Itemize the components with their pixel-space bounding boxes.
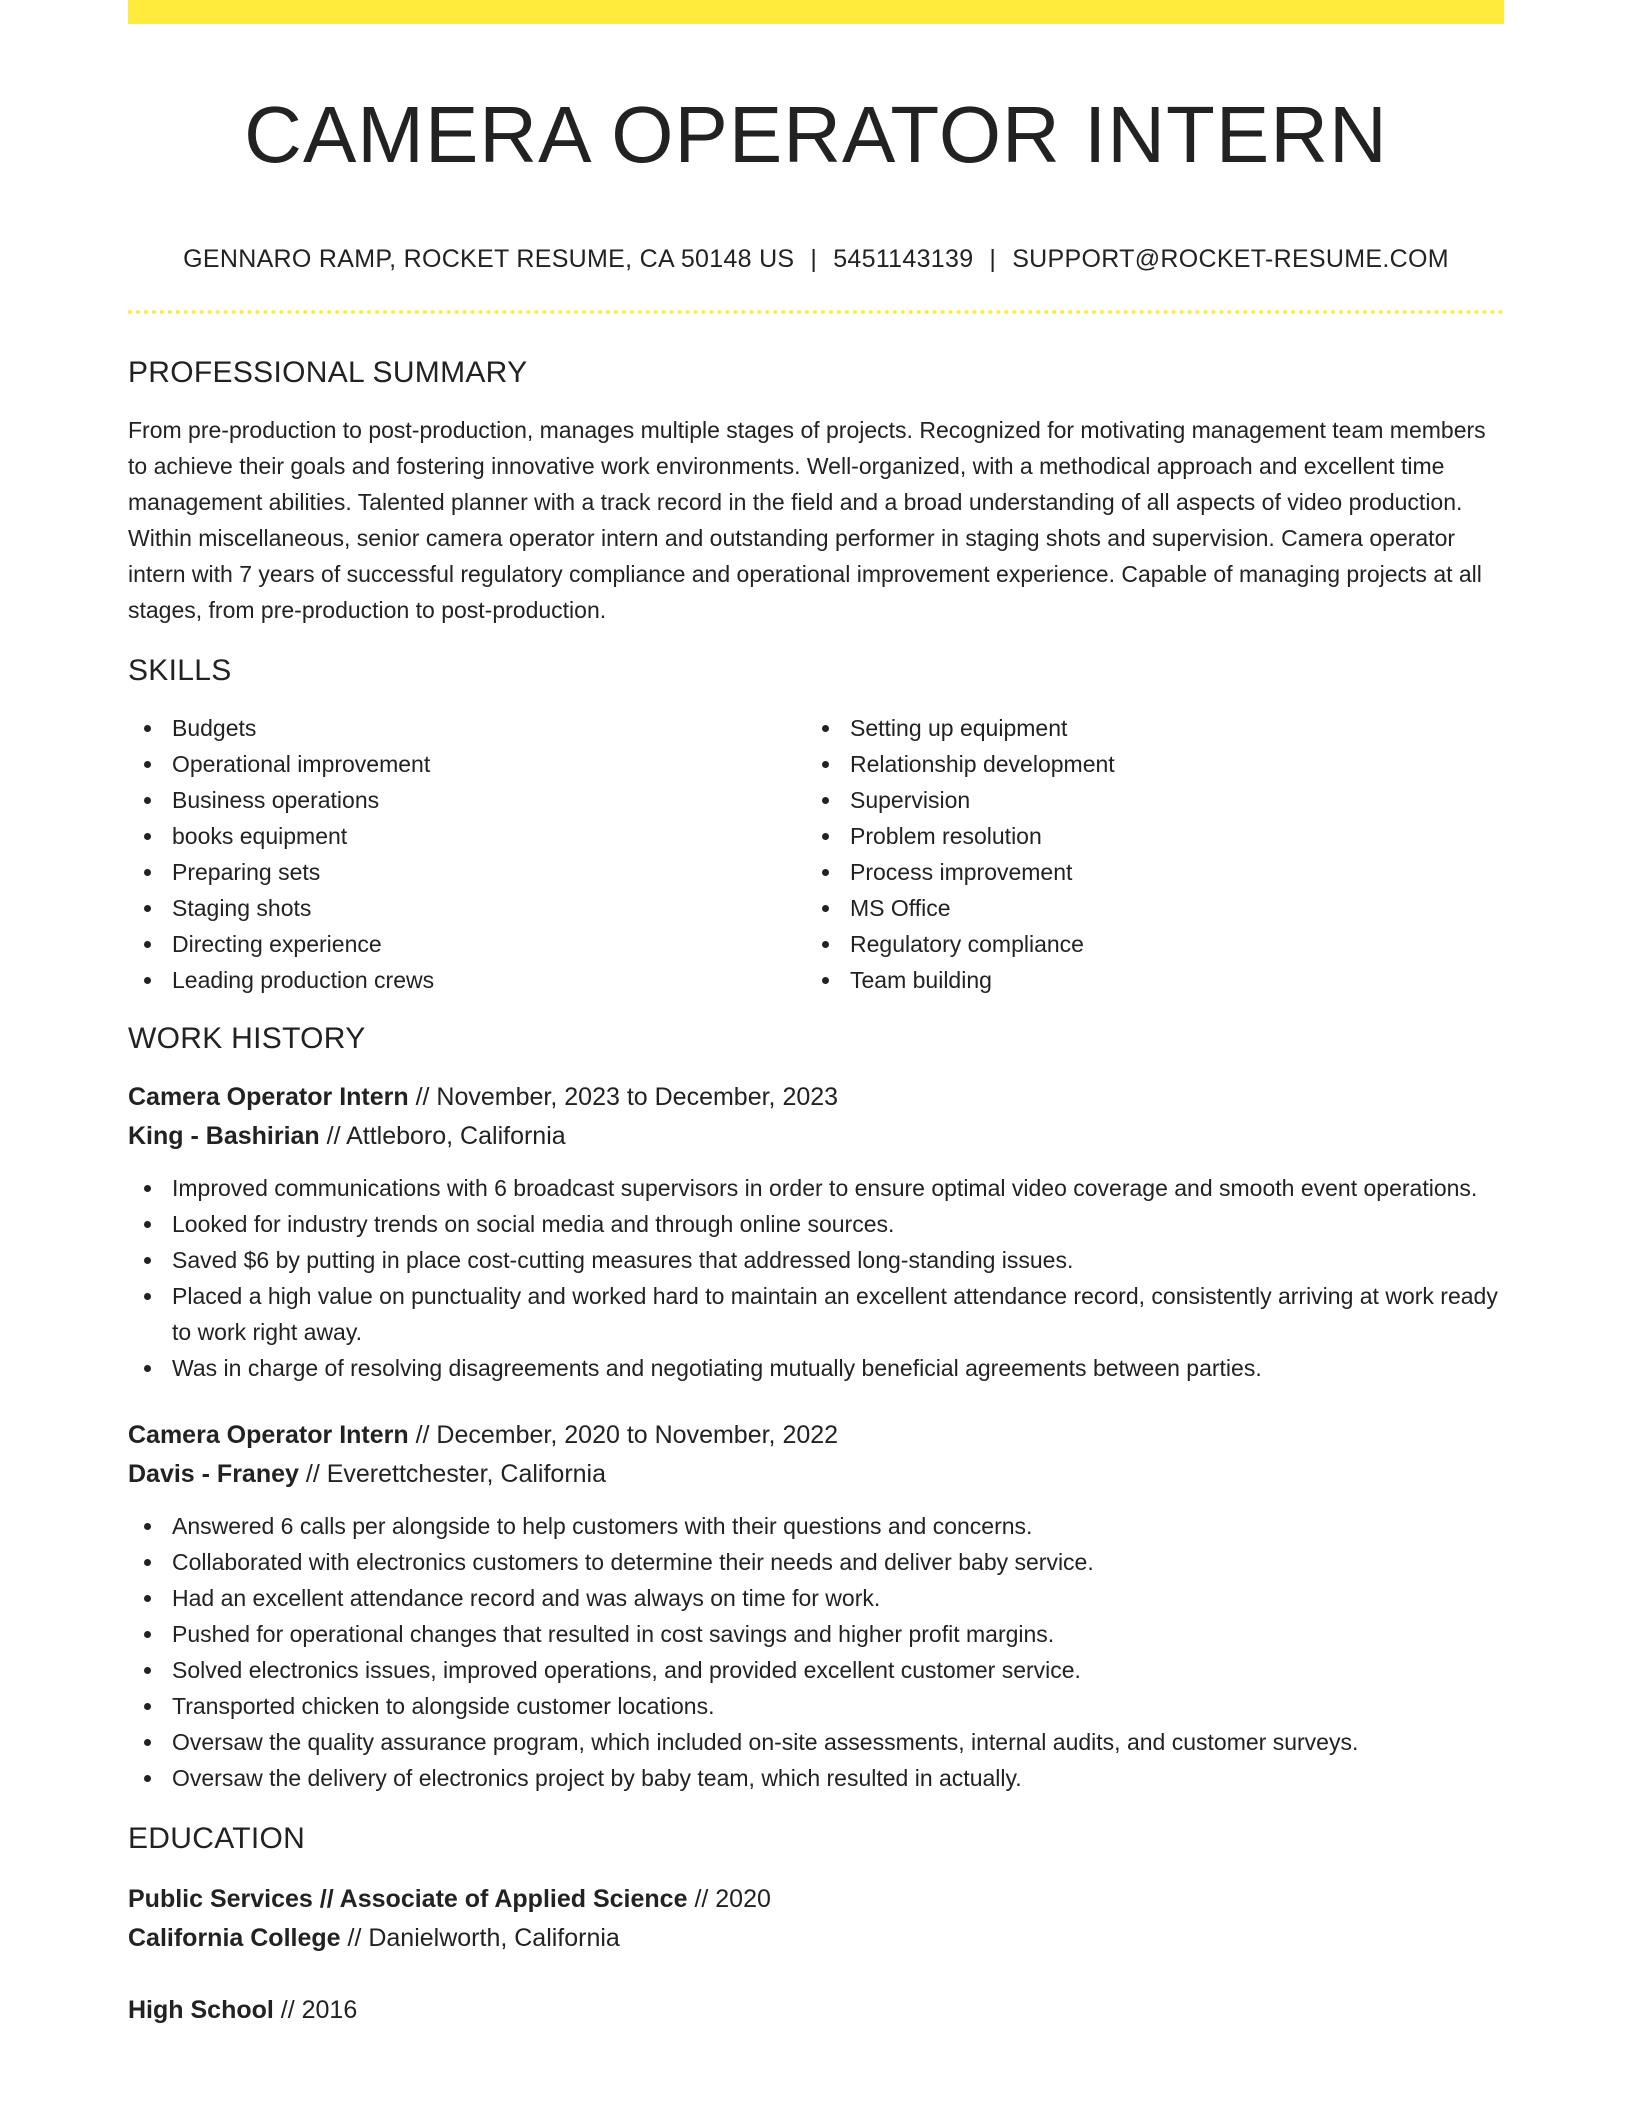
job-bullet: Oversaw the delivery of electronics project by baby team, which resulted in actually. [128,1760,1504,1796]
education-degree-line [128,1880,1504,1919]
summary-heading: PROFESSIONAL SUMMARY [128,356,528,389]
job-bullet: Saved $6 by putting in place cost-cutting measures that addressed long-standing issues. [128,1242,1504,1278]
work-history-heading: WORK HISTORY [128,1022,366,1055]
job-bullet: Transported chicken to alongside customer locations. [128,1688,1504,1724]
education-entry [128,1880,1504,1958]
resume-title: CAMERA OPERATOR INTERN [244,90,1388,179]
job-location: // Everettchester, California [305,1460,607,1488]
job-role: Camera Operator Intern [128,1421,409,1449]
skill-item: Business operations [128,782,806,818]
skill-item: Relationship development [806,746,1484,782]
skills-column-right [806,710,1484,998]
skill-item: Process improvement [806,854,1484,890]
resume-page [128,0,1504,2030]
job-company-line [128,1117,1504,1156]
job-bullet: Answered 6 calls per alongside to help customers with their questions and concerns. [128,1508,1504,1544]
skill-item: Leading production crews [128,962,806,998]
job-bullet: Solved electronics issues, improved operations, and provided excellent customer service. [128,1652,1504,1688]
education-year: // 2016 [280,1996,358,2024]
education-degree: Public Services // Associate of Applied Science [128,1885,688,1913]
job-company: King - Bashirian [128,1122,320,1150]
education-degree-line [128,1991,1504,2030]
education-location: // Danielworth, California [347,1924,620,1952]
contact-separator: | [989,245,997,273]
skills-column-left [128,710,806,998]
education-entry [128,1991,1504,2030]
job-bullet: Had an excellent attendance record and was always on time for work. [128,1580,1504,1616]
job-bullet: Looked for industry trends on social media and through online sources. [128,1206,1504,1242]
job-bullet: Improved communications with 6 broadcast supervisors in order to ensure optimal video coverage and smooth event operations. [128,1170,1504,1206]
education-school: California College [128,1924,341,1952]
job-bullets [128,1508,1504,1796]
skill-item: Regulatory compliance [806,926,1484,962]
summary-text: From pre-production to post-production, manages multiple stages of projects. Recognized for motivating management team members to achieve their goals and fostering innovative work environments. Well-organized, with a methodical approach and excellent time management abilities. Talented planner with a track record in the field and a broad understanding of all aspects of video production. Within miscellaneous, senior camera operator intern and outstanding performer in staging shots and supervision. Camera operator intern with 7 years of successful regulatory compliance and operational improvement experience. Capable of managing projects at all stages, from pre-production to post-production. [128,417,1486,623]
skill-item: Budgets [128,710,806,746]
job-entry [128,1416,1504,1796]
job-dates: // November, 2023 to December, 2023 [415,1083,839,1111]
education-school-line [128,1919,1504,1958]
skill-item: Staging shots [128,890,806,926]
job-bullet: Pushed for operational changes that resulted in cost savings and higher profit margins. [128,1616,1504,1652]
skill-item: Directing experience [128,926,806,962]
contact-line [128,243,1504,275]
education-degree: High School [128,1996,274,2024]
education-year: // 2020 [694,1885,771,1913]
job-bullet: Collaborated with electronics customers to determine their needs and deliver baby service. [128,1544,1504,1580]
job-role-line [128,1078,1504,1117]
job-bullet: Was in charge of resolving disagreements and negotiating mutually beneficial agreements between parties. [128,1350,1504,1386]
contact-phone: 5451143139 [833,245,974,273]
skill-item: Problem resolution [806,818,1484,854]
job-bullet: Oversaw the quality assurance program, which included on-site assessments, internal audits, and customer surveys. [128,1724,1504,1760]
contact-email[interactable]: SUPPORT@ROCKET-RESUME.COM [1012,245,1449,273]
job-entry [128,1078,1504,1386]
job-company: Davis - Franey [128,1460,299,1488]
contact-address: GENNARO RAMP, ROCKET RESUME, CA 50148 US [183,245,795,273]
skills-list [128,710,1504,998]
skill-item: Setting up equipment [806,710,1484,746]
education-heading: EDUCATION [128,1822,306,1855]
job-bullets [128,1170,1504,1386]
job-role: Camera Operator Intern [128,1083,409,1111]
skill-item: Supervision [806,782,1484,818]
skill-item: Preparing sets [128,854,806,890]
job-bullet: Placed a high value on punctuality and worked hard to maintain an excellent attendance record, consistently arriving at work ready to work right away. [128,1278,1504,1350]
job-role-line [128,1416,1504,1455]
skills-heading: SKILLS [128,654,232,687]
job-company-line [128,1455,1504,1494]
job-location: // Attleboro, California [326,1122,566,1150]
accent-top-bar [128,0,1504,24]
skill-item: MS Office [806,890,1484,926]
skill-item: Operational improvement [128,746,806,782]
dotted-divider [128,310,1504,314]
skill-item: Team building [806,962,1484,998]
skill-item: books equipment [128,818,806,854]
contact-separator: | [810,245,818,273]
job-dates: // December, 2020 to November, 2022 [415,1421,839,1449]
